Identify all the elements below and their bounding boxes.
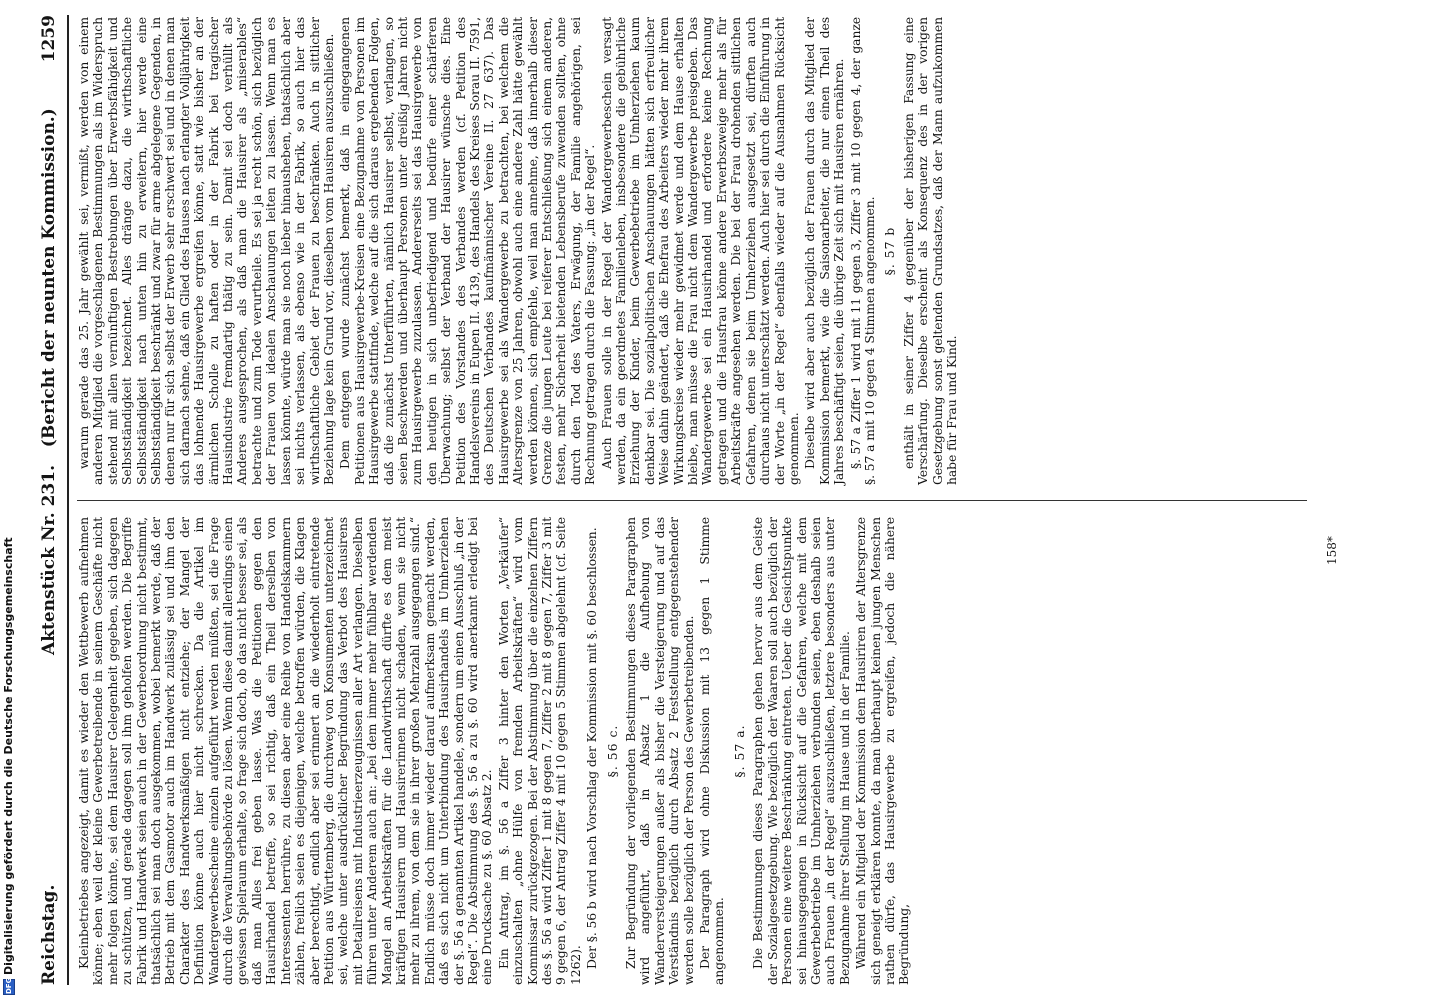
header-subtitle: (Bericht der neunten Kommission.): [39, 108, 59, 448]
paragraph: Der Paragraph wird ohne Diskussion mit 13 gegen 1 Stimme angenommen.: [697, 517, 727, 985]
digitization-credit: [2, 537, 15, 995]
page-header: [35, 15, 65, 985]
paragraph: warum gerade das 25. Jahr gewählt sei, vermißt, werden von einem anderen Mitglied die vorgeschlagenen Bestimmungen als im Widerspruch stehend mit allen vernünftigen Bestrebungen über Erwerbsfähigkeit und Selbstständigkeit bezeichnet. Alles dränge dazu, die wirthschaftliche Selbstständigkeit nach unten hin zu erweitern, hier werde eine Selbstständigkeit beschränkt und zwar für arme abgelegene Gegenden, in denen nur für sich selbst der Erwerb sehr erschwert sei und in denen man sich darnach sehne, daß ein Glied des Hauses nach erlangter Volljährigkeit das lohnende Hausirgewerbe ergreifen könne, statt wie bisher an der ärmlichen Scholle zu haften oder in der Fabrik bei tragischer Hausindustrie fremdartig thätig zu sein. Damit sei doch verhüllt als Anderes ausgesprochen, als daß man die Hausirer als „miserables“ betrachte und zum Tode verurtheile. Es sei ja recht schön, sich bezüglich der Frauen von idealen Anschauungen leiten zu lassen. Wenn man es lassen könnte, würde man sie noch lieber hinausheben, thatsächlich aber sei nichts verlassen, als ebenso wie in der Fabrik, so auch hier das wirthschaftliche Gebiet der Frauen zu beschränken. Auch in sittlicher Beziehung lage kein Grund vor, dieselben vom Hausiren auszuschließen.: [76, 17, 336, 485]
paragraph: Der §. 56 b wird nach Vorschlag der Kommission mit §. 60 beschlossen.: [584, 527, 600, 969]
section-heading: §. 57 b: [882, 226, 898, 276]
paragraph: Ein Antrag, im §. 56 a Ziffer 3 hinter den Worten „Verkäufer“ einzuschalten „ohne Hülfe von fremden Arbeitskräften“ wird vom Kommissar zurückgezogen. Bei der Abstimmung über die einzelnen Ziffern des §. 56 a wird Ziffer 1 mit 8 gegen 7, Ziffer 2 mit 8 gegen 7, Ziffer 3 mit 9 gegen 6, der Antrag Ziffer 4 mit 10 gegen 5 Stimmen abgelehnt (cf. Seite 1262).: [495, 517, 583, 985]
page-number: 1259: [39, 15, 59, 63]
right-column: [77, 17, 961, 485]
column-divider: [77, 500, 1307, 501]
left-column: [77, 517, 914, 985]
paragraph: Während ein Mitglied der Kommission dem Hausiriren der Altersgrenze sich geneigt erklären konnte, da man überhaupt keinen jungen Menschen rathen dürfe, das Hausirgewerbe zu ergreifen, jedoch die nähere Begründung,: [853, 517, 912, 985]
rotated-scan: [35, 15, 1355, 985]
paragraph: Die Bestimmungen dieses Paragraphen gehen hervor aus dem Geiste der Sozialgesetzgebung. Wie bezüglich der Waaren soll auch bezüglich der Personen eine weitere Beschränkung eintreten. Ueber die Gesichtspunkte sei hinausgegangen in Rücksicht auf die Gefahren, welche mit dem Gewerbebetriebe im Umherziehen verbunden seien, eben deshalb seien auch Frauen „in der Regel“ auszuschließen, letztere besonders aus unter Bezugnahme ihrer Stellung im Hause und in der Familie.: [750, 517, 852, 985]
section-heading: §. 56 c.: [604, 724, 620, 778]
header-left: Reichstag.: [39, 884, 59, 985]
dfg-logo-icon: DFG: [5, 977, 13, 994]
header-title: [39, 108, 59, 655]
section-heading: §. 57 a.: [731, 724, 747, 778]
header-center: Aktenstück Nr. 231.: [39, 464, 59, 655]
paragraph: Zur Begründung der vorliegenden Bestimmungen dieses Paragraphen wird angeführt, daß in Absatz 1 die Aufhebung von Wanderversteigerungen außer als bisher die Versteigerung und auf das Verständnis bezüglich durch Absatz 2 Feststellung entgegenstehender werden solle bezüglich der Person des Gewerbetreibenden.: [623, 517, 696, 985]
paragraph: enthält in seiner Ziffer 4 gegenüber der bisherigen Fassung eine Verschärfung. Dieselbe erscheint als Konsequenz des in der vorigen Gesetzgebung sonst geltenden Grundsatzes, daß der Mann aufzukommen habe für Frau und Kind.: [900, 17, 959, 485]
credit-text: Digitalisierung gefördert durch die Deutsche Forschungsgemeinschaft: [2, 537, 15, 975]
signature-mark: 158*: [1325, 536, 1339, 565]
paragraph: Dem entgegen wurde zunächst bemerkt, daß in eingegangenen Petitionen aus Hausirgewerbe-Kreisen eine Bezugnahme von Personen im Hausirgewerbe stattfinde, welche auf die sich daraus ergebenden Folgen, daß die zunächst Unterführten, nämlich Hausirer selbst, verlangen, so seien Beschwerden und überhaupt Personen unter dreißig Jahren nicht zum Hausirgewerbe zuzulassen. Andererseits sei das Hausirgewerbe von den heutigen in sich unbefriedigend und bedürfe einer schärferen Überwachung; selbst der Verband der Hausirer wünsche dies. Eine Petition des Vorstandes des Verbandes werden (cf. Petition des Handelsvereins in Eupen II. 4139, des Handels des Kreises Sorau II. 7591, des Deutschen Verbandes kaufmännischer Vereine II. 27 637). Das Hausirgewerbe sei als Wandergewerbe zu betrachten, bei welchem die Altersgrenze von 25 Jahren, obwohl auch eine andere Zahl hätte gewählt werden können, sich empfehle, weil man annehme, daß innerhalb dieser Grenze die jungen Leute bei reiferer Entschließung sich einem anderen, festen, mehr Sicherheit bietenden Lebensberufe zuwenden sollten, ohne durch den Tod des Vaters, Erwägung, der Familie angehörigen, sei Rechnung getragen durch die Fassung: „in der Regel“.: [337, 17, 598, 485]
paragraph: §. 57 a Ziffer 1 wird mit 11 gegen 3, Ziffer 3 mit 10 gegen 4, der ganze §. 57 a mit 10 gegen 4 Stimmen angenommen.: [847, 17, 877, 485]
header-rule: [67, 15, 69, 985]
paragraph: Kleinbetriebes angezeigt, damit es wieder den Wettbewerb aufnehmen könne; eben weil der kleine Gewerbetreibende in seinem Geschäfte nicht mehr folgen könnte, sei dem Hausirer Gelegenheit gegeben, sich dagegen zu schützen, und gerade dagegen soll ihm geholfen werden. Die Begriffe Fabrik und Handwerk seien auch in der Gewerbeordnung nicht bestimmt, thatsächlich sei man doch ausgekommen, wobei bemerkt werde, daß der Betrieb mit dem Gasmotor auch im Handwerk zulässig sei und ihm den Charakter des Handwerksmäßigen nicht entziehe; der Mangel der Definition könne auch hier nicht schrecken. Da die Artikel im Wandergewerbescheine einzeln aufgeführt werden müßten, sei die Frage durch die Verwaltungsbehörde zu lösen. Wenn diese damit allerdings einen gewissen Spielraum erhalte, so frage sich doch, ob das nicht besser sei, als daß man Alles frei geben lasse. Was die Petitionen gegen den Hausirhandel betreffe, so sei richtig, daß ein Theil derselben von Interessenten herrühre, zu diesen aber eine Reihe von Handelskammern zählen, freilich seien es diejenigen, welche betroffen würden, die Klagen aber berechtigt, endlich aber sei erinnert an die wiederholt eintretende Petition aus Württemberg, die durchweg von Konsumenten unterzeichnet sei, welche unter ausdrücklicher Begründung das Verbot des Hausirens mit Detailreisens mit Industrieerzeugnissen aller Art verlangen. Dieselben führen unter Anderem auch an: „bei dem immer mehr fühlbar werdenden Mangel an Arbeitskräften für die Landwirthschaft dürfte es dem meist kräftigen Hausirern und Hausirerinnen nicht schaden, wenn sie nicht mehr zu ihrem, von dem sie in ihrer großen Mehrzahl ausgegangen sind.“ Endlich müsse doch immer wieder darauf aufmerksam gemacht werden, daß es sich nicht um Unterbindung des Hausirhandels im Umherziehen der §. 56 a genannten Artikel handele, sondern um einen Ausschluß „in der Regel“. Die Abstimmung des §. 56 a zu §. 60 wird anerkannt erledigt bei eine Drucksache zu §. 60 Absatz 2.: [76, 517, 495, 985]
paragraph: Auch Frauen solle in der Regel der Wandergewerbeschein versagt werden, da ein geordnetes Familienleben, insbesondere die gebührliche Erziehung der Kinder, beim Gewerbebetriebe im Umherziehen kaum denkbar sei. Die sozialpolitischen Anschauungen hätten sich erfreulicher Weise dahin geändert, daß die Ehefrau des Arbeiters wieder mehr ihrem Wirkungskreise wieder mehr gewidmet werde und dem Hause erhalten bleibe, man müsse die Frau nicht dem Wandergewerbe preisgeben. Das Wandergewerbe sei ein Hausirhandel und erfordere keine Rechnung getragen und die Hausfrau könne andere Erwerbszweige mehr als für Arbeitskräfte angesehen werden. Die bei der Frau drohenden sittlichen Gefahren, denen sie beim Umherziehen ausgesetzt sei, dürften auch durchaus nicht unterschätzt werden. Auch hier sei durch die Einführung in der Worte „in der Regel“ ebenfalls wieder auf die Ausnahmen Rücksicht genommen.: [598, 17, 801, 485]
paragraph: Dieselbe wird aber auch bezüglich der Frauen durch das Mitglied der Kommission bemerkt, wie die Saisonarbeiter, die nur einen Theil des Jahres beschäftigt seien, die übrige Zeit sich mit Hausiren ernähren.: [802, 17, 847, 485]
